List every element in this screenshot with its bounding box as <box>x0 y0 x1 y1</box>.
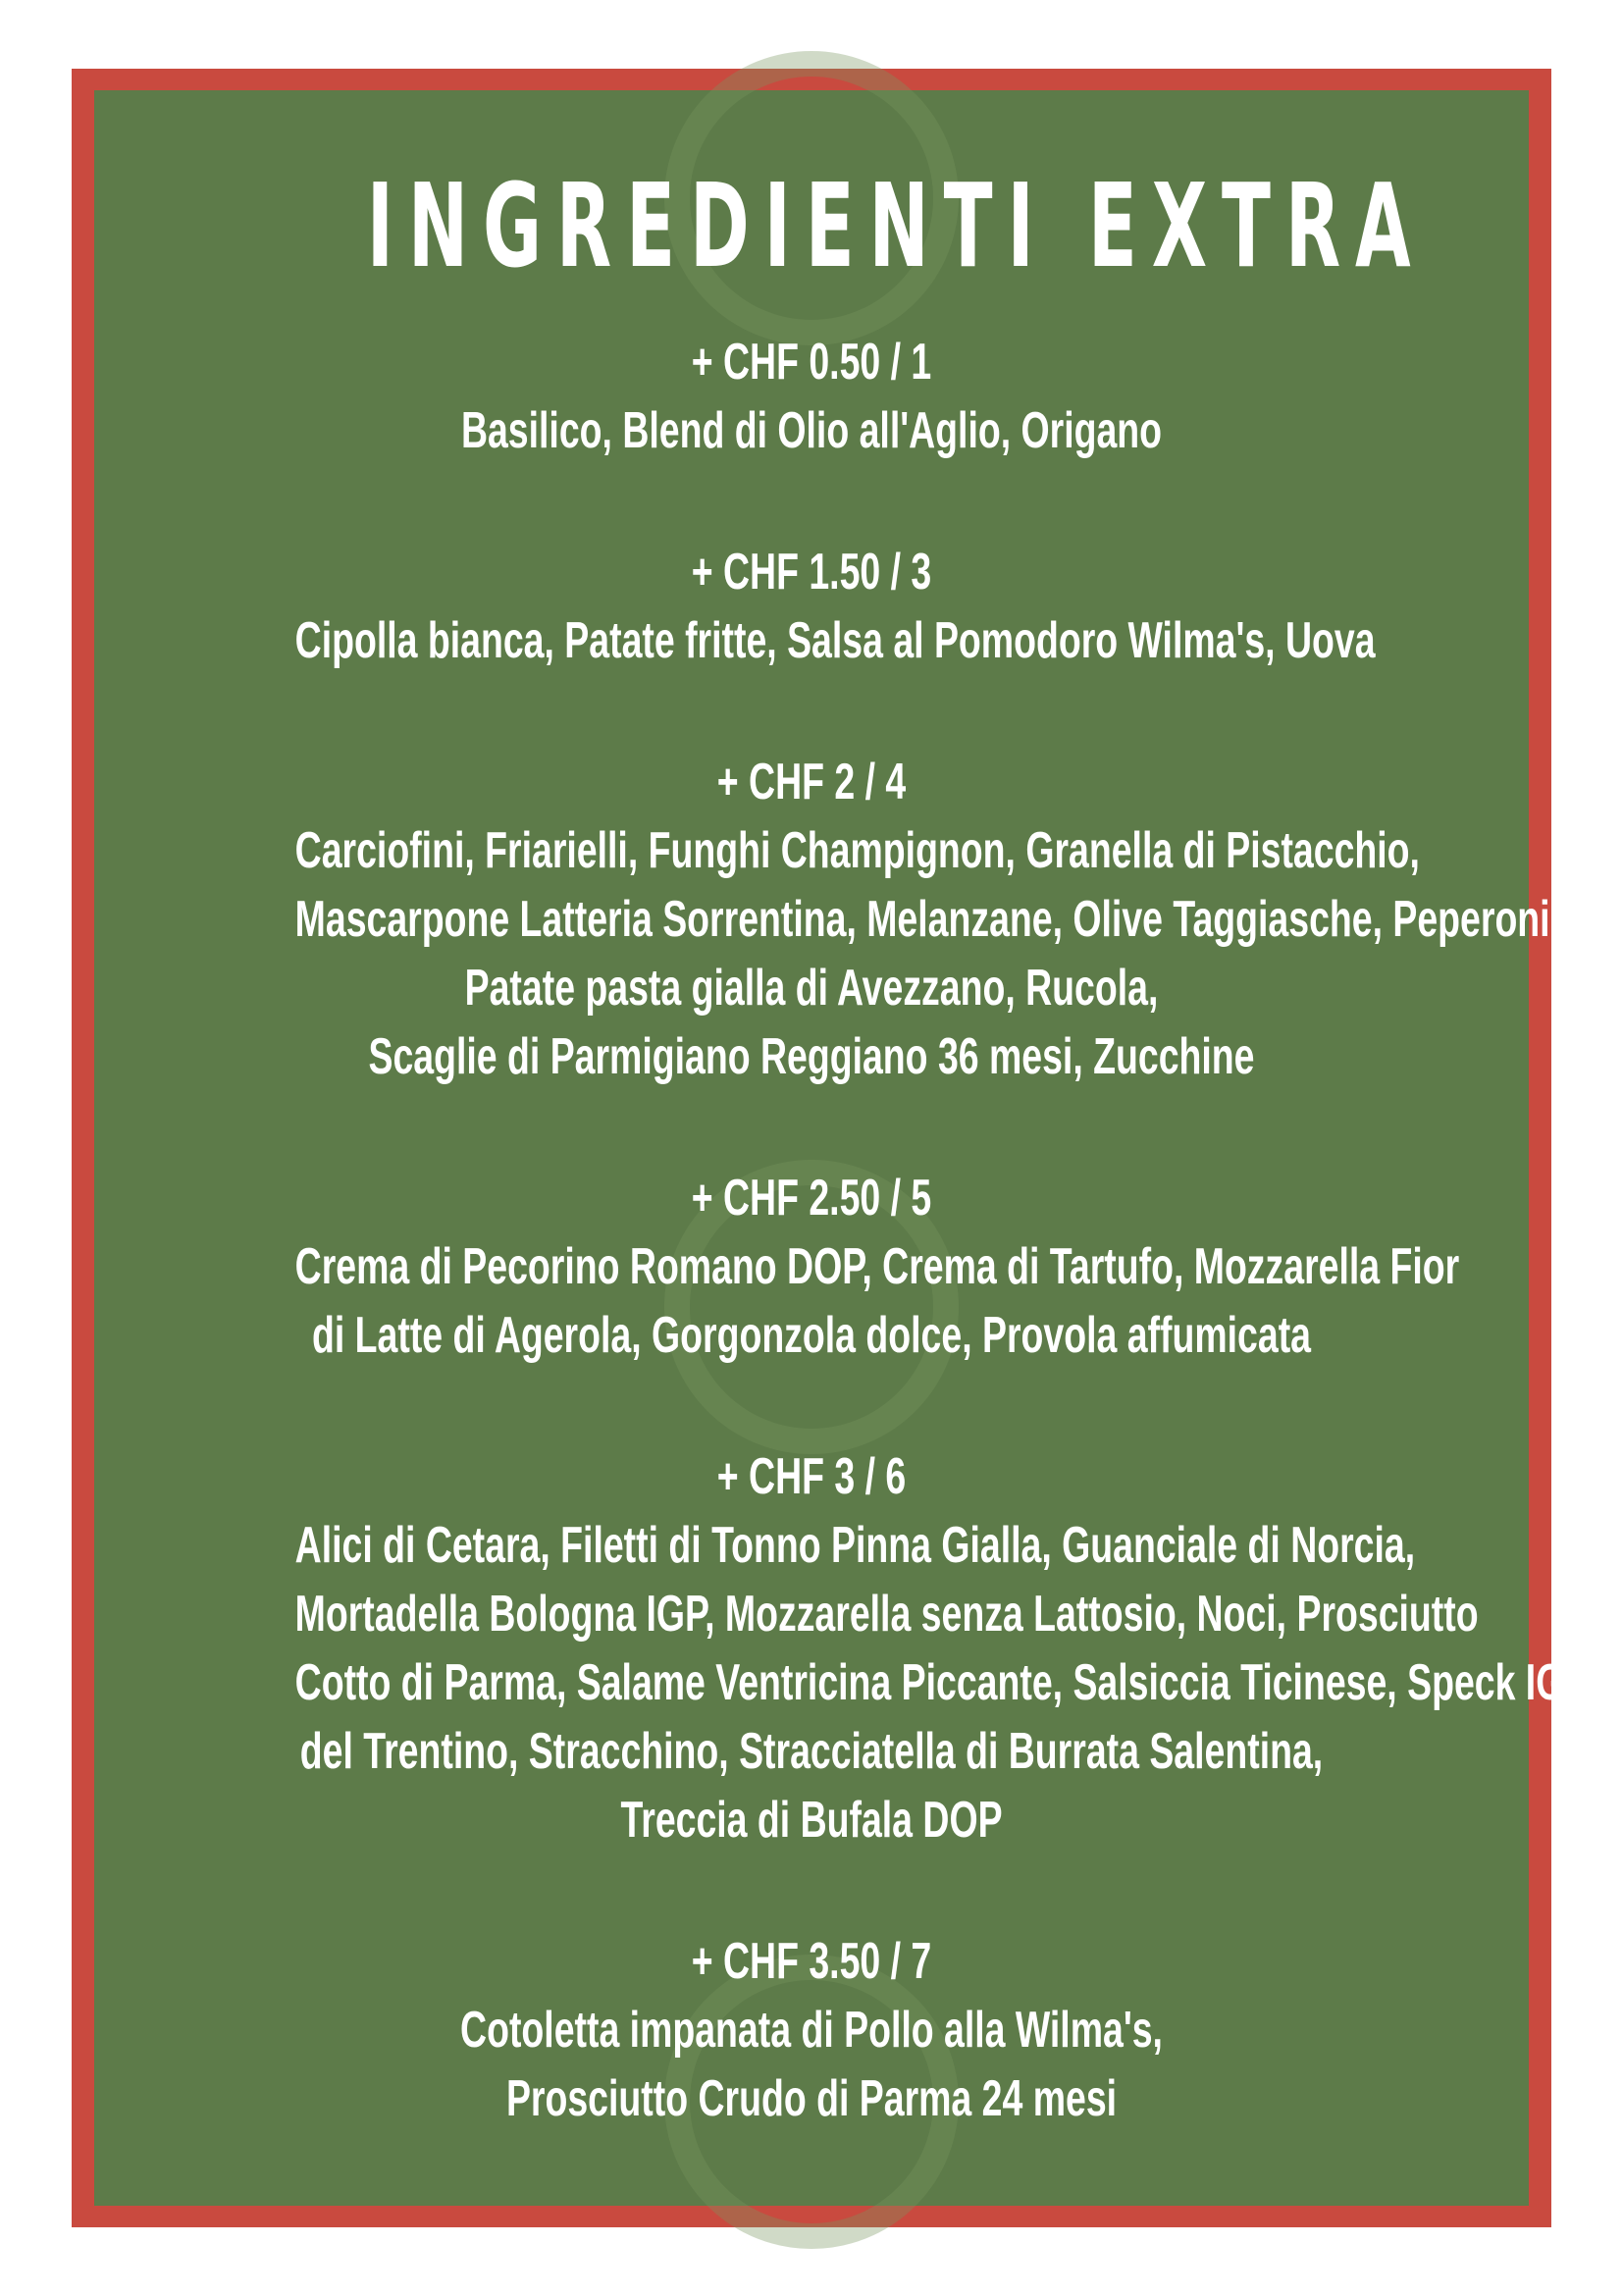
price-tier: + CHF 3.50 / 7 <box>691 1933 932 1990</box>
price-tier: + CHF 1.50 / 3 <box>691 544 932 600</box>
ingredient-line: Basilico, Blend di Olio all'Aglio, Origano <box>460 402 1163 459</box>
ingredient-line: Crema di Pecorino Romano DOP, Crema di Tartufo, Mozzarella Fior <box>294 1238 1460 1295</box>
ingredient-line: Treccia di Bufala DOP <box>620 1792 1003 1849</box>
ingredient-line: Cipolla bianca, Patate fritte, Salsa al Pomodoro Wilma's, Uova <box>294 612 1376 669</box>
page-title: INGREDIENTI EXTRA <box>366 158 1426 293</box>
menu-frame <box>72 69 1590 2227</box>
ingredient-line: Mortadella Bologna IGP, Mozzarella senza Lattosio, Noci, Prosciutto <box>294 1586 1479 1643</box>
ingredient-line: Cotoletta impanata di Pollo alla Wilma's, <box>460 2002 1163 2059</box>
price-section <box>94 1927 1529 2133</box>
ingredient-line: Carciofini, Friarielli, Funghi Champignon, Granella di Pistacchio, <box>294 822 1420 879</box>
extras-list <box>94 328 1590 2133</box>
price-tier: + CHF 2.50 / 5 <box>691 1170 932 1226</box>
price-tier: + CHF 2 / 4 <box>716 754 907 810</box>
ingredient-line: Scaglie di Parmigiano Reggiano 36 mesi, Zucchine <box>368 1028 1255 1085</box>
price-section <box>94 748 1560 1091</box>
ingredient-line: Mascarpone Latteria Sorrentina, Melanzane, Olive Taggiasche, Peperoni, <box>294 891 1560 948</box>
ingredient-line: Alici di Cetara, Filetti di Tonno Pinna Gialla, Guanciale di Norcia, <box>294 1517 1416 1574</box>
ingredient-line: Prosciutto Crudo di Parma 24 mesi <box>505 2070 1118 2127</box>
price-section <box>94 538 1529 675</box>
price-section <box>94 1442 1590 1854</box>
price-tier: + CHF 3 / 6 <box>716 1448 907 1505</box>
price-section <box>94 1164 1529 1370</box>
ingredient-line: del Trentino, Stracchino, Stracciatella di Burrata Salentina, <box>299 1723 1324 1780</box>
menu-panel <box>94 90 1590 2206</box>
ingredient-line: Cotto di Parma, Salame Ventricina Piccante, Salsiccia Ticinese, Speck IGP <box>294 1654 1590 1711</box>
price-tier: + CHF 0.50 / 1 <box>691 334 932 391</box>
ingredient-line: Patate pasta gialla di Avezzano, Rucola, <box>464 960 1159 1017</box>
ingredient-line: di Latte di Agerola, Gorgonzola dolce, Provola affumicata <box>312 1307 1311 1364</box>
price-section <box>94 328 1529 465</box>
